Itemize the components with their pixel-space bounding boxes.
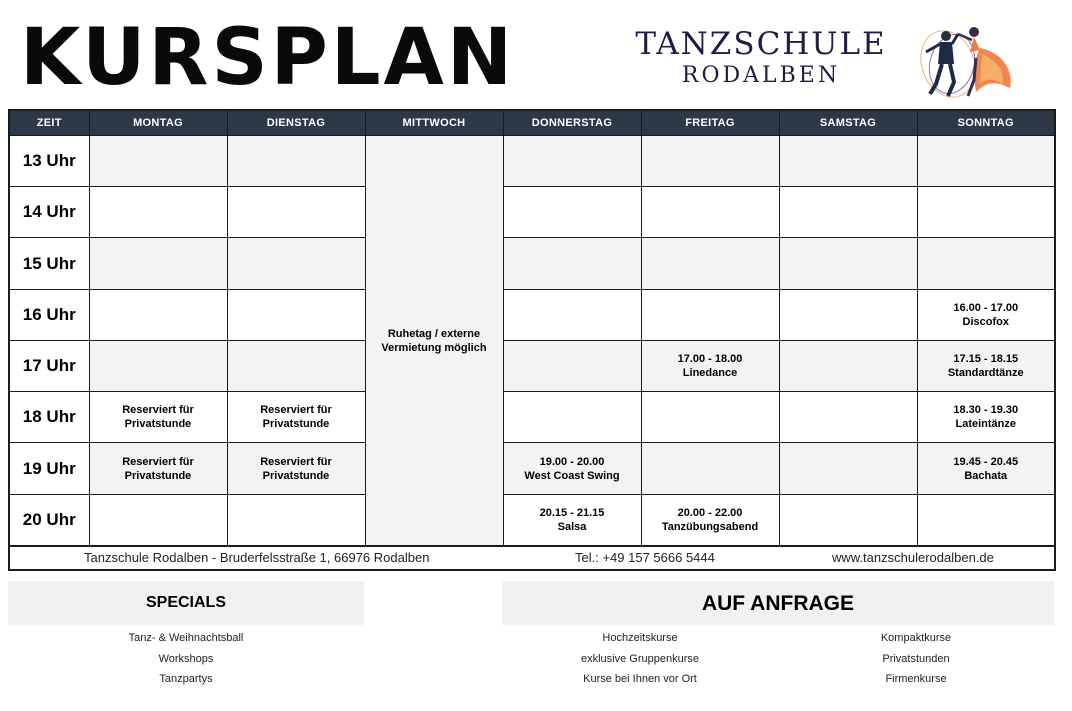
brand-name xyxy=(616,26,906,90)
course-cell-donnerstag xyxy=(503,392,641,443)
course-name: Tanzübungsabend xyxy=(661,520,759,533)
list-item: Hochzeitskurse xyxy=(602,632,678,644)
course-cell-donnerstag xyxy=(503,289,641,340)
course-name: Privatstunde xyxy=(262,469,330,482)
course-cell-dienstag xyxy=(227,443,365,494)
on-request-title: AUF ANFRAGE xyxy=(701,592,855,615)
table-row xyxy=(9,494,1055,546)
course-cell-dienstag xyxy=(227,494,365,546)
course-name: Privatstunde xyxy=(124,469,192,482)
schedule-table xyxy=(8,109,1056,571)
time-label: 17 Uhr xyxy=(9,340,89,391)
course-name: Linedance xyxy=(682,367,738,380)
time-label: 20 Uhr xyxy=(9,494,89,546)
course-cell-samstag xyxy=(779,340,917,391)
footer-address: Tanzschule Rodalben - Bruderfelsstraße 1, 66976 Rodalben xyxy=(84,550,430,565)
brand-line-1: TANZSCHULE xyxy=(635,26,887,62)
course-cell-dienstag xyxy=(227,392,365,443)
course-cell-freitag xyxy=(641,238,779,289)
column-header-donnerstag: DONNERSTAG xyxy=(503,110,641,136)
course-name: Privatstunde xyxy=(124,418,192,431)
course-cell-dienstag xyxy=(227,289,365,340)
table-row xyxy=(9,443,1055,494)
course-time: 16.00 - 17.00 xyxy=(953,301,1019,314)
course-name: Lateintänze xyxy=(955,418,1016,431)
table-row xyxy=(9,340,1055,391)
course-time: 19.00 - 20.00 xyxy=(539,455,605,468)
list-item: exklusive Gruppenkurse xyxy=(580,652,699,665)
course-cell-montag xyxy=(89,136,227,187)
course-cell-samstag xyxy=(779,289,917,340)
time-label: 19 Uhr xyxy=(9,443,89,494)
course-cell-montag xyxy=(89,289,227,340)
course-cell-montag xyxy=(89,340,227,391)
brand-line-2: RODALBEN xyxy=(681,63,841,88)
course-cell-dienstag xyxy=(227,136,365,187)
course-time: Reserviert für xyxy=(122,455,194,468)
table-row xyxy=(9,289,1055,340)
specials-title: SPECIALS xyxy=(145,594,226,611)
course-cell-montag xyxy=(89,392,227,443)
course-name: Privatstunde xyxy=(262,418,330,431)
course-name: West Coast Swing xyxy=(524,469,620,482)
course-cell-samstag xyxy=(779,494,917,546)
course-cell-dienstag xyxy=(227,340,365,391)
footer-website: www.tanzschulerodalben.de xyxy=(832,550,994,565)
column-header-montag: MONTAG xyxy=(89,110,227,136)
course-time: Reserviert für xyxy=(122,404,194,417)
time-label: 18 Uhr xyxy=(9,392,89,443)
course-time: Reserviert für xyxy=(260,455,332,468)
course-cell-montag xyxy=(89,238,227,289)
rest-day-note: Ruhetag / externe xyxy=(387,327,481,340)
list-item: Kompaktkurse xyxy=(880,632,952,644)
course-cell-sonntag xyxy=(917,136,1055,187)
course-name: Bachata xyxy=(964,469,1008,482)
time-label: 13 Uhr xyxy=(9,136,89,187)
course-name: Discofox xyxy=(962,315,1009,328)
specials-band xyxy=(8,581,364,625)
course-cell-samstag xyxy=(779,238,917,289)
course-cell-samstag xyxy=(779,443,917,494)
course-time: 19.45 - 20.45 xyxy=(953,455,1019,468)
course-time: 20.15 - 21.15 xyxy=(539,506,605,519)
course-cell-montag xyxy=(89,494,227,546)
course-cell-freitag xyxy=(641,340,779,391)
course-cell-sonntag xyxy=(917,494,1055,546)
course-cell-montag xyxy=(89,443,227,494)
time-label: 14 Uhr xyxy=(9,187,89,238)
list-item: Workshops xyxy=(158,652,214,665)
course-cell-sonntag xyxy=(917,289,1055,340)
dancing-couple-icon xyxy=(910,18,1020,102)
contact-footer xyxy=(9,546,1055,570)
list-item: Tanz- & Weihnachtsball xyxy=(128,632,244,644)
course-time: 18.30 - 19.30 xyxy=(953,404,1019,417)
course-cell-donnerstag xyxy=(503,136,641,187)
course-cell-sonntag xyxy=(917,340,1055,391)
column-header-mittwoch: MITTWOCH xyxy=(365,110,503,136)
list-item: Tanzpartys xyxy=(159,673,213,685)
course-cell-sonntag xyxy=(917,238,1055,289)
schedule-header-row xyxy=(9,110,1055,136)
list-item: Privatstunden xyxy=(882,652,950,665)
course-cell-sonntag xyxy=(917,392,1055,443)
course-cell-freitag xyxy=(641,289,779,340)
course-cell-freitag xyxy=(641,187,779,238)
course-cell-dienstag xyxy=(227,238,365,289)
course-name: Standardtänze xyxy=(947,367,1024,380)
course-time: Reserviert für xyxy=(260,404,332,417)
course-cell-donnerstag xyxy=(503,340,641,391)
on-request-band xyxy=(502,581,1054,625)
course-cell-freitag xyxy=(641,494,779,546)
on-request-list-right xyxy=(778,628,1054,690)
course-time: 20.00 - 22.00 xyxy=(677,506,743,519)
table-row xyxy=(9,238,1055,289)
course-cell-freitag xyxy=(641,136,779,187)
list-item: Kurse bei Ihnen vor Ort xyxy=(583,673,697,685)
rest-day-note: Vermietung möglich xyxy=(381,341,487,354)
course-time: 17.15 - 18.15 xyxy=(953,353,1019,366)
wednesday-rest-day-cell xyxy=(365,136,503,547)
table-row xyxy=(9,392,1055,443)
course-cell-sonntag xyxy=(917,443,1055,494)
time-label: 15 Uhr xyxy=(9,238,89,289)
list-item: Firmenkurse xyxy=(885,673,947,685)
time-label: 16 Uhr xyxy=(9,289,89,340)
course-cell-donnerstag xyxy=(503,443,641,494)
page-title: KURSPLAN xyxy=(20,13,516,103)
course-cell-samstag xyxy=(779,392,917,443)
course-cell-sonntag xyxy=(917,187,1055,238)
course-cell-donnerstag xyxy=(503,494,641,546)
course-cell-dienstag xyxy=(227,187,365,238)
column-header-zeit: ZEIT xyxy=(9,110,89,136)
footer-phone: Tel.: +49 157 5666 5444 xyxy=(575,550,715,565)
course-cell-samstag xyxy=(779,136,917,187)
course-cell-samstag xyxy=(779,187,917,238)
specials-list xyxy=(8,628,364,690)
course-cell-donnerstag xyxy=(503,187,641,238)
column-header-freitag: FREITAG xyxy=(641,110,779,136)
table-row xyxy=(9,136,1055,187)
course-cell-montag xyxy=(89,187,227,238)
column-header-samstag: SAMSTAG xyxy=(779,110,917,136)
column-header-sonntag: SONNTAG xyxy=(917,110,1055,136)
table-row xyxy=(9,187,1055,238)
course-cell-donnerstag xyxy=(503,238,641,289)
course-cell-freitag xyxy=(641,443,779,494)
column-header-dienstag: DIENSTAG xyxy=(227,110,365,136)
course-time: 17.00 - 18.00 xyxy=(677,353,743,366)
course-name: Salsa xyxy=(557,520,587,533)
course-cell-freitag xyxy=(641,392,779,443)
on-request-list-left xyxy=(502,628,778,690)
